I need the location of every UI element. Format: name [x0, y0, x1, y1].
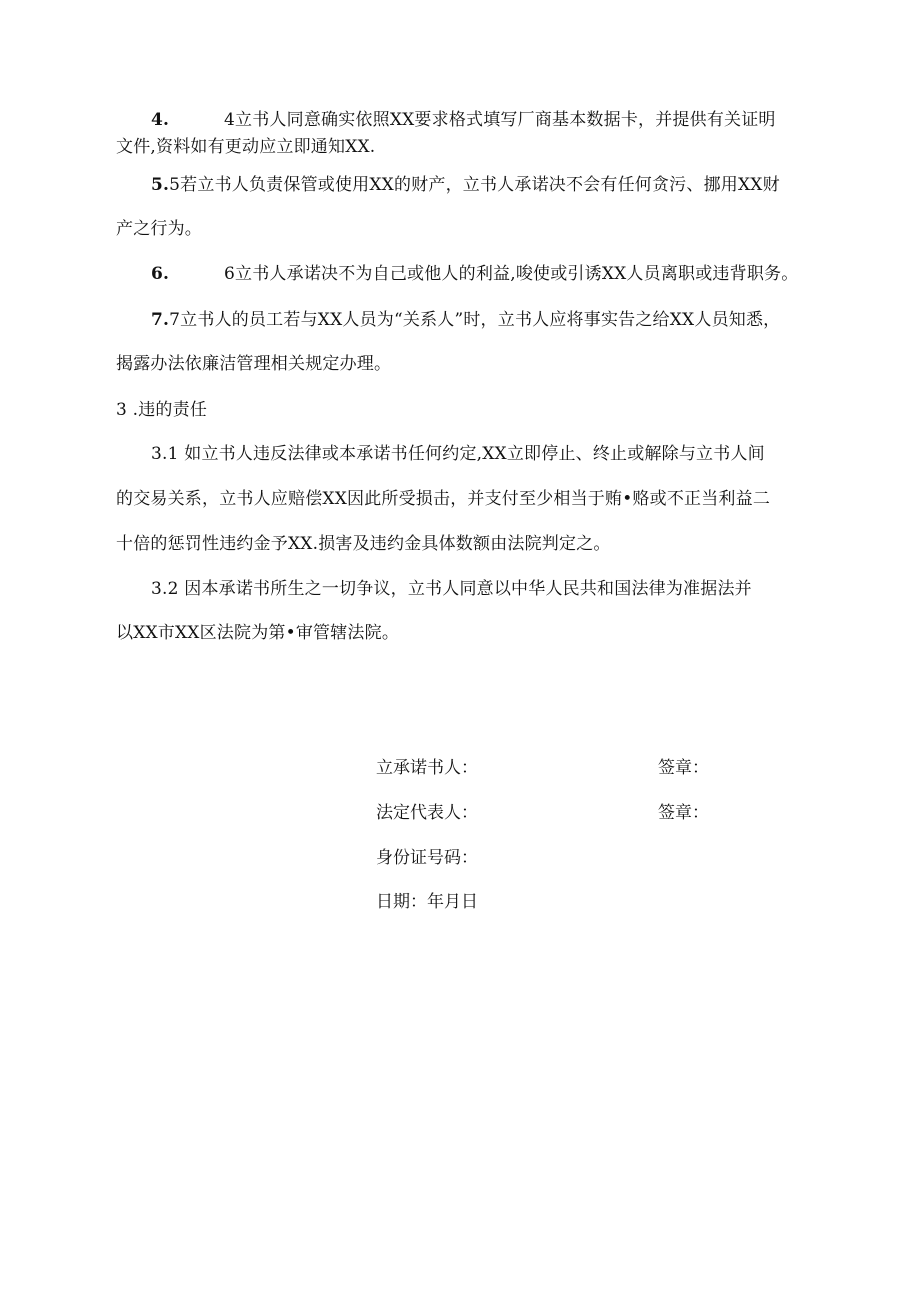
clause-3-2-number: 3.2 [151, 579, 179, 599]
clause-3-2-text-1: 因本承诺书所生之一切争议，立书人同意以中华人民共和国法律为准据法并 [178, 579, 752, 599]
date-label: 日期：年月日 [376, 892, 478, 912]
item-7-line-1 [116, 309, 816, 331]
promisor-seal-label: 签章： [658, 758, 709, 778]
item-6-number: 6. [151, 264, 170, 284]
clause-3-2-line-1 [116, 578, 816, 600]
clause-3-1-text-1: 如立书人违反法律或本承诺书任何约定,XX立即停止、终止或解除与立书人间 [178, 444, 765, 464]
clause-3-1-line-1 [116, 443, 816, 465]
section-3-heading: 3 .违的责任 [116, 400, 208, 420]
id-number-label: 身份证号码： [376, 848, 478, 868]
item-4-number: 4. [151, 110, 170, 130]
clause-3-1-line-2: 的交易关系，立书人应赔偿XX因此所受损击，并支付至少相当于贿•赂或不正当利益二 [116, 489, 771, 509]
item-7-number: 7. [151, 310, 170, 330]
item-5-line-1 [116, 174, 816, 196]
item-5-number: 5. [151, 175, 170, 195]
item-5-text-1: 5若立书人负责保管或使用XX的财产，立书人承诺决不会有任何贪污、挪用XX财 [169, 175, 780, 195]
clause-3-1-line-3: 十倍的惩罚性违约金予XX.损害及违约金具体数额由法院判定之。 [116, 534, 611, 554]
legal-rep-label: 法定代表人： [376, 803, 478, 823]
item-6-text-1: 6立书人承诺决不为自己或他人的利益,唆使或引诱XX人员离职或违背职务。 [224, 264, 799, 284]
item-7-line-2: 揭露办法依廉洁管理相关规定办理。 [116, 354, 392, 374]
legal-rep-seal-label: 签章： [658, 803, 709, 823]
clause-3-2-line-2: 以XX市XX区法院为第•审管辖法院。 [116, 623, 400, 643]
item-4-line-1 [116, 109, 816, 131]
item-6-line-1 [116, 263, 816, 285]
item-4-line-2: 文件,资料如有更动应立即通知XX. [116, 137, 376, 157]
item-5-line-2: 产之行为。 [116, 219, 202, 239]
promisor-label: 立承诺书人： [376, 758, 478, 778]
item-4-text-1: 4立书人同意确实依照XX要求格式填写厂商基本数据卡，并提供有关证明 [224, 110, 776, 130]
item-7-text-1: 7立书人的员工若与XX人员为“关系人”时，立书人应将事实告之给XX人员知悉， [169, 310, 781, 330]
clause-3-1-number: 3.1 [151, 444, 179, 464]
